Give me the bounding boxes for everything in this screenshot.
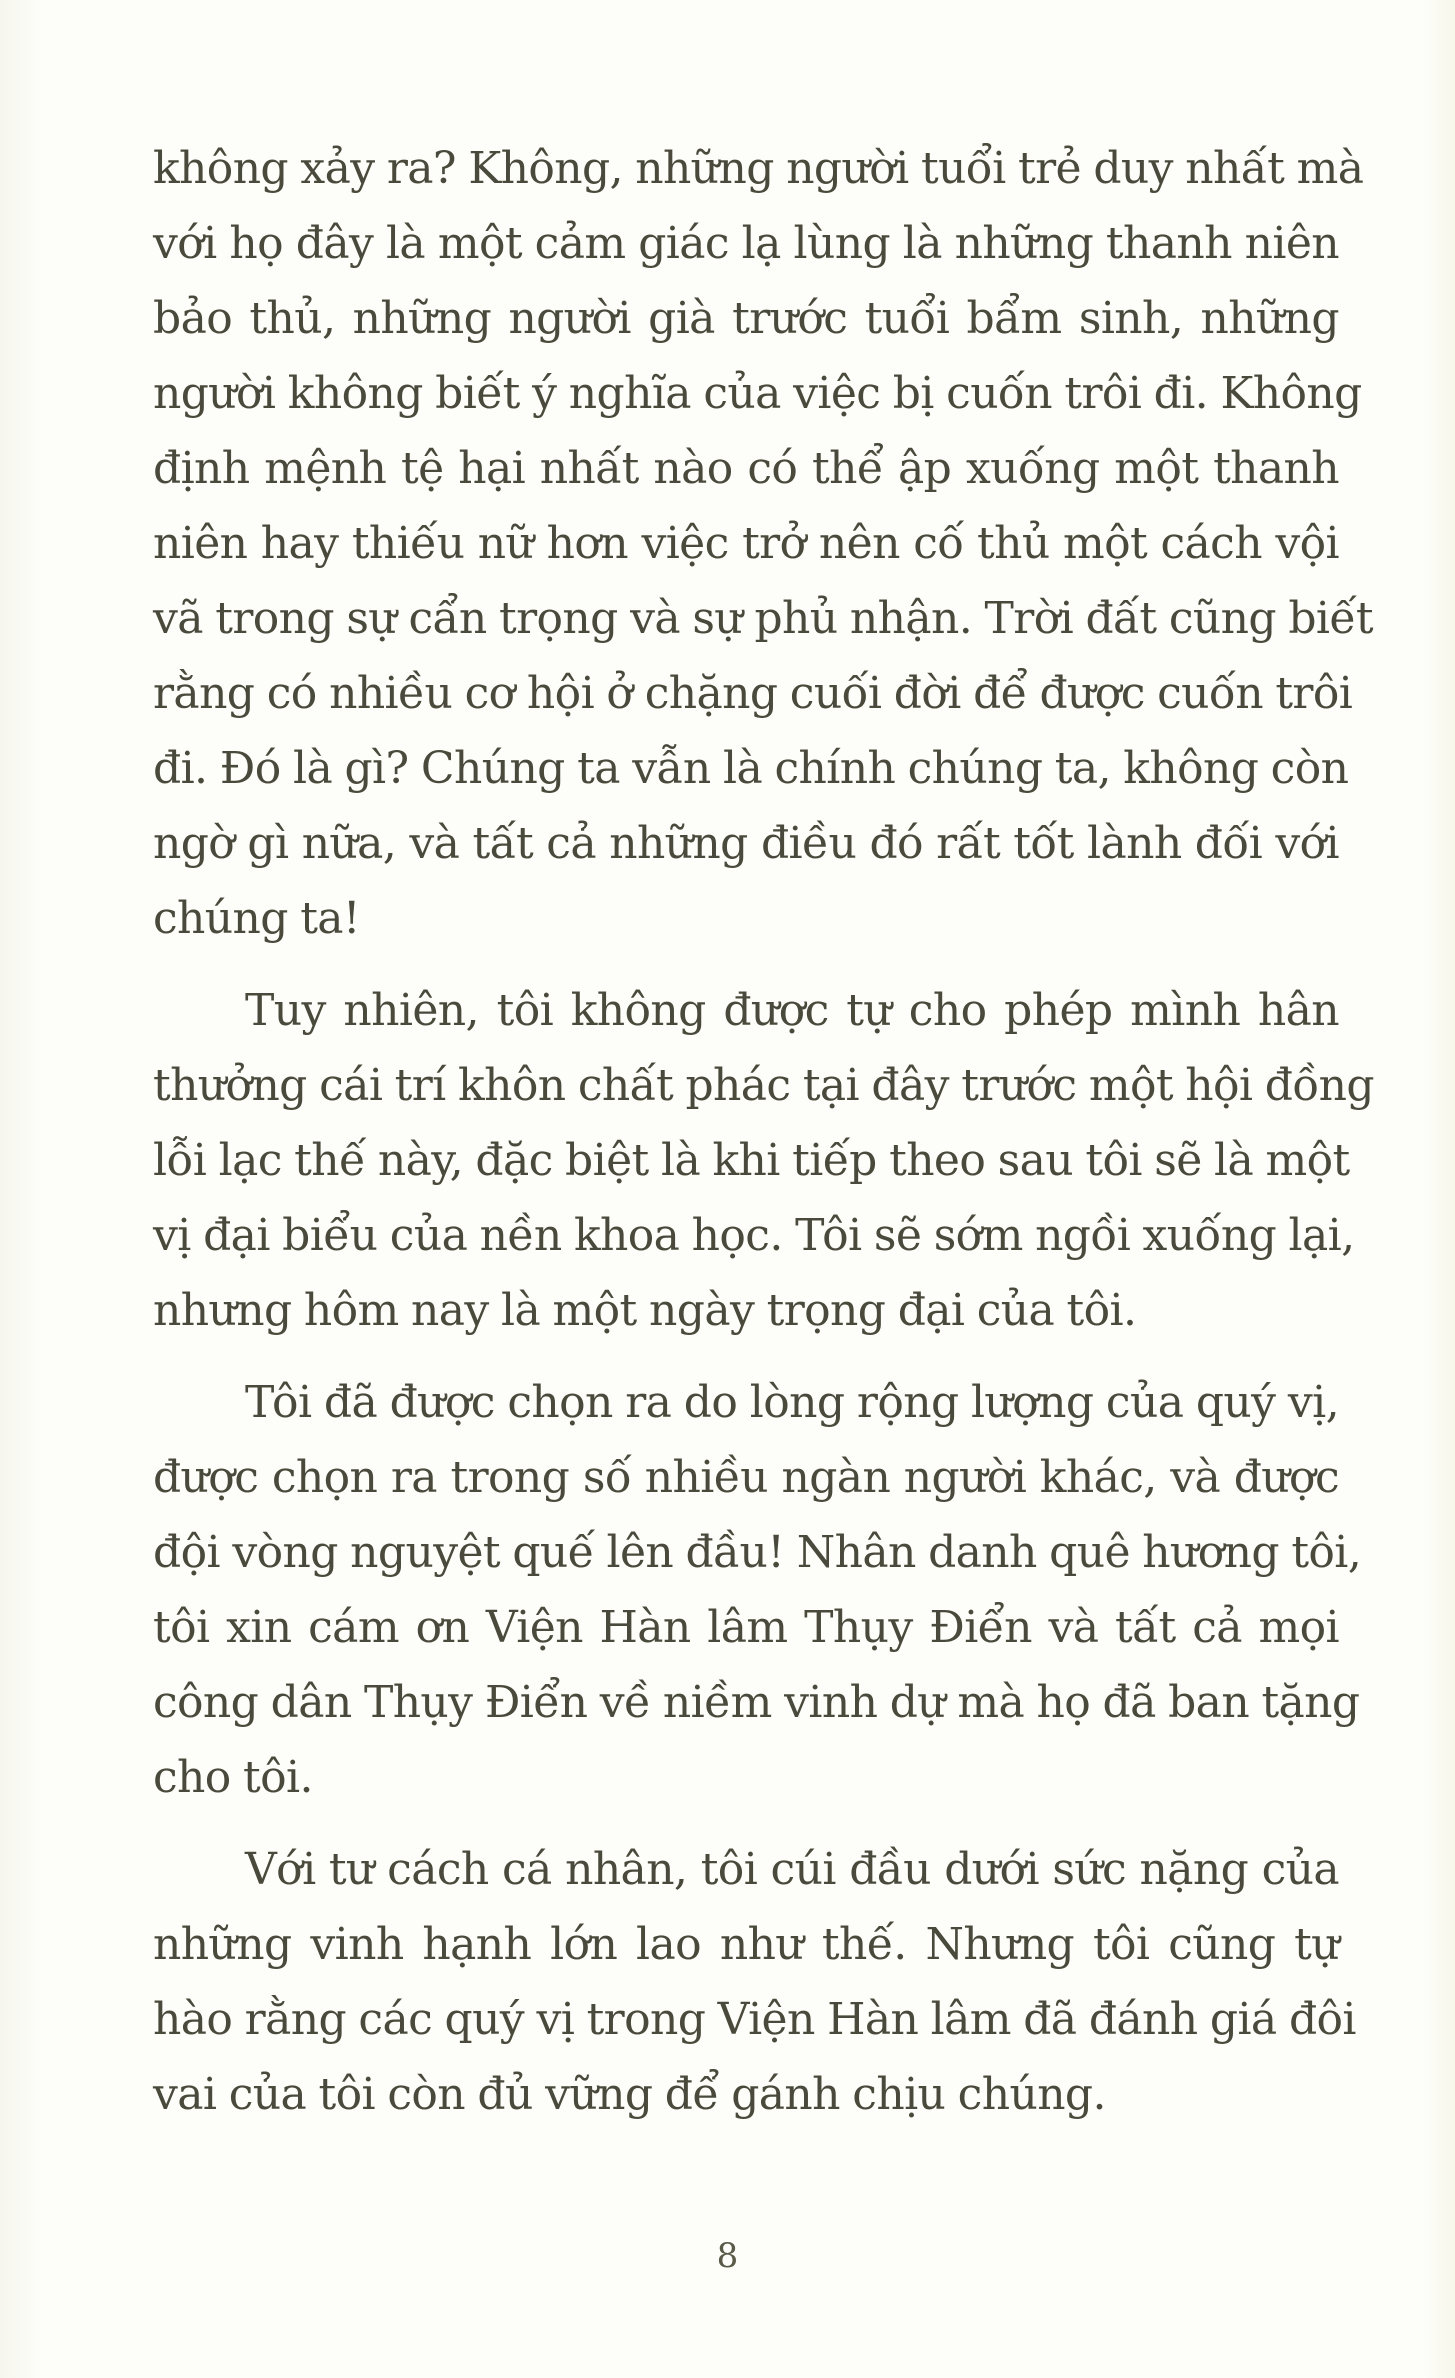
text-line: Tôi đã được chọn ra do lòng rộng lượng của quý vị,: [245, 1377, 1339, 1428]
page-body: [153, 131, 1374, 2149]
text-line: vai của tôi còn đủ vững để gánh chịu chúng.: [153, 2069, 1106, 2120]
text-line: hào rằng các quý vị trong Viện Hàn lâm đã đánh giá đôi: [153, 1994, 1356, 2045]
text-line: vị đại biểu của nền khoa học. Tôi sẽ sớm ngồi xuống lại,: [153, 1210, 1355, 1261]
text-line: Tuy nhiên, tôi không được tự cho phép mình hân: [245, 985, 1339, 1036]
text-line: rằng có nhiều cơ hội ở chặng cuối đời để được cuốn trôi: [153, 668, 1353, 719]
text-line: chúng ta!: [153, 893, 361, 944]
paragraph-4: [153, 1832, 1356, 2132]
page-edge-right: [1425, 0, 1455, 2378]
text-line: vã trong sự cẩn trọng và sự phủ nhận. Trời đất cũng biết: [153, 593, 1373, 644]
paragraph-3: [153, 1365, 1362, 1815]
text-line: người không biết ý nghĩa của việc bị cuốn trôi đi. Không: [153, 368, 1362, 419]
text-line: lỗi lạc thế này, đặc biệt là khi tiếp theo sau tôi sẽ là một: [153, 1135, 1350, 1186]
text-line: cho tôi.: [153, 1752, 313, 1803]
text-line: những vinh hạnh lớn lao như thế. Nhưng tôi cũng tự: [153, 1919, 1339, 1970]
text-line: đi. Đó là gì? Chúng ta vẫn là chính chúng ta, không còn: [153, 743, 1349, 794]
text-line: nhưng hôm nay là một ngày trọng đại của tôi.: [153, 1285, 1137, 1336]
text-line: ngờ gì nữa, và tất cả những điều đó rất tốt lành đối với: [153, 818, 1339, 869]
text-line: Với tư cách cá nhân, tôi cúi đầu dưới sức nặng của: [245, 1844, 1339, 1895]
text-line: không xảy ra? Không, những người tuổi trẻ duy nhất mà: [153, 143, 1364, 194]
text-line: công dân Thụy Điển về niềm vinh dự mà họ đã ban tặng: [153, 1677, 1360, 1728]
page-edge-left: [0, 0, 40, 2378]
text-line: đội vòng nguyệt quế lên đầu! Nhân danh quê hương tôi,: [153, 1527, 1362, 1578]
text-line: thưởng cái trí khôn chất phác tại đây trước một hội đồng: [153, 1060, 1374, 1111]
text-line: định mệnh tệ hại nhất nào có thể ập xuống một thanh: [153, 443, 1339, 494]
paragraph-2: [153, 973, 1374, 1348]
text-line: niên hay thiếu nữ hơn việc trở nên cố thủ một cách vội: [153, 518, 1339, 569]
text-line: với họ đây là một cảm giác lạ lùng là những thanh niên: [153, 218, 1339, 269]
text-line: bảo thủ, những người già trước tuổi bẩm sinh, những: [153, 293, 1339, 344]
paragraph-1: [153, 131, 1373, 956]
text-line: được chọn ra trong số nhiều ngàn người khác, và được: [153, 1452, 1339, 1503]
page-number: 8: [716, 2236, 739, 2276]
text-line: tôi xin cám ơn Viện Hàn lâm Thụy Điển và tất cả mọi: [153, 1602, 1339, 1653]
